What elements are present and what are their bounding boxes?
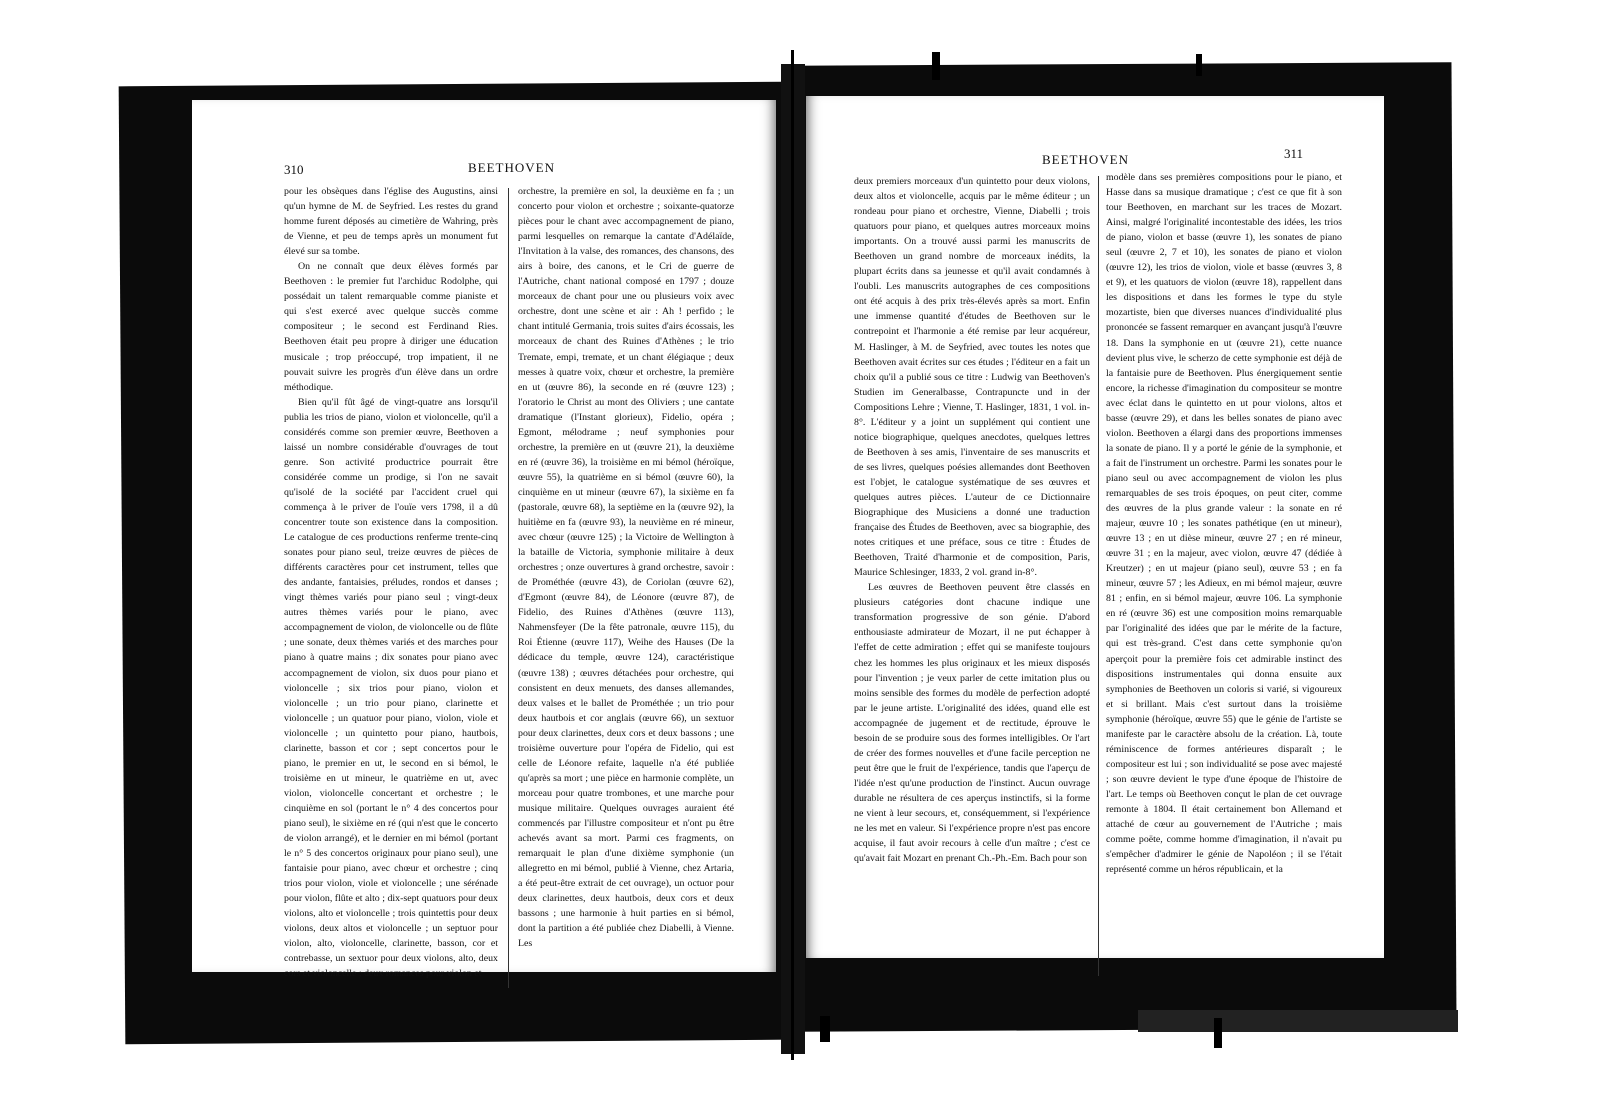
page-number: 310 [284, 162, 304, 177]
scan-mark [932, 52, 940, 80]
paragraph: pour les obsèques dans l'église des Augustins, ainsi qu'un hymne de M. de Seyfried. Les restes du grand homme furent déposés au cimetière de Wahring, près de Vienne, et peu de temps après un monument fut élevé sur sa tombe. [284, 186, 498, 258]
column-divider [1098, 176, 1099, 976]
paragraph: deux premiers morceaux d'un quintetto pour deux violons, deux altos et violoncelle, acquis par le même éditeur ; un rondeau pour piano et orchestre, Vienne, Diabelli ; trois quatuors pour piano, et quelques autres morceaux moins importants. On a trouvé aussi parmi les manuscrits de Beethoven un grand nombre de morceaux inédits, la plupart écrits dans sa jeunesse et qu'il avait condamnés à l'oubli. Les manuscrits autographes de ces compositions ont été acquis à des prix très-élevés après sa mort. Enfin une immense quantité d'études de Beethoven sur le contrepoint et l'harmonie a été remise par leur acquéreur, M. Haslinger, à M. de Seyfried, avec toutes les notes que Beethoven avait écrites sur ces études ; l'éditeur en a fait un choix qu'il a publié sous ce titre : Ludwig van Beethoven's Studien im Generalbasse, Contrapuncte und in der Compositions Lehre ; Vienne, T. Haslinger, 1831, 1 vol. in-8°. L'éditeur y a joint un supplément qui contient une notice biographique, quelques anecdotes, quelques lettres de Beethoven à ses amis, l'inventaire de ses manuscrits et de ses livres, quelques poésies allemandes dont Beethoven est l'objet, le catalogue systématique de ses œuvres et quelques autres pièces. L'auteur de ce Dictionnaire Biographique des Musiciens a donné une traduction française des Études de Beethoven, avec sa biographie, des notes critiques et une préface, sous ce titre : Études de Beethoven, Traité d'harmonie et de composition, Paris, Maurice Schlesinger, 1833, 2 vol. grand in-8°. [854, 176, 1090, 579]
scan-mark [1196, 54, 1202, 76]
running-head: BEETHOVEN [1042, 152, 1129, 167]
running-head: BEETHOVEN [468, 160, 555, 175]
right-page [806, 96, 1384, 958]
scan-mark [820, 1016, 830, 1042]
paragraph: modèle dans ses premières compositions pour le piano, et Hasse dans sa musique dramatique ; c'est ce que fit à son tour Beethoven, en marchant sur les traces de Mozart. Ainsi, malgré l'originalité incontestable des idées, les trios de piano, violon et basse (œuvre 1), les sonates de piano seul (œuvre 2, 7 et 10), les sonates de piano et violon (œuvre 12), les trios de violon, viole et basse (œuvres 3, 8 et 9), et les quatuors de violon (œuvre 18), rappellent dans les dispositions et dans les formes le type du style mozartiste, bien que diverses nuances d'individualité plus prononcée se fassent remarquer en avançant jusqu'à l'œuvre 18. Dans la symphonie en ut (œuvre 21), cette nuance devient plus vive, le scherzo de cette symphonie est déjà de la fantaisie pure de Beethoven. Plus énergiquement sentie encore, la richesse d'imagination du compositeur se montre avec éclat dans le quintetto en ut pour violons, altos et basse (œuvre 29), et dans les belles sonates de piano avec violon. Beethoven a élargi dans des proportions immenses la sonate de piano. Il y a porté le génie de la symphonie, et a fait de l'instrument un orchestre. Parmi les sonates pour le piano seul ou avec accompagnement de violon les plus remarquables de ses trois époques, on peut citer, comme des œuvres de la plus grande valeur : la sonate en ré majeur, œuvre 10 ; les sonates pathétique (en ut mineur), œuvre 13 ; en ut dièse mineur, œuvre 27 ; en ré mineur, œuvre 31 ; en la majeur, avec violon, œuvre 47 (dédiée à Kreutzer) ; en ut majeur (piano seul), œuvre 53 ; en fa mineur, œuvre 57 ; les Adieux, en mi bémol majeur, œuvre 81 ; enfin, en si bémol majeur, œuvre 106. La symphonie en ré (œuvre 36) est une composition moins remarquable par l'originalité des idées que par le mérite de la facture, qui est très-grand. C'est dans cette symphonie qu'on aperçoit pour la première fois cet admirable instinct des dispositions instrumentales qui donna ensuite aux symphonies de Beethoven un coloris si varié, si vigoureux et si brillant. Mais c'est surtout dans la troisième symphonie (héroïque, œuvre 55) que le génie de l'artiste se manifeste par le caractère absolu de la création. Là, toute réminiscence de formes antérieures disparaît ; le compositeur est lui ; son individualité se pose avec majesté ; son œuvre devient le type d'une époque de l'histoire de l'art. Le temps où Beethoven conçut le plan de cet ouvrage remonte à 1804. Il était certainement bon Allemand et attaché de cœur au gouvernement de l'Autriche ; mais comme poëte, comme homme d'imagination, il n'avait pu s'empêcher d'admirer le génie de Napoléon ; il se l'était représenté comme un héros républicain, et la [1106, 172, 1342, 876]
gutter-line [791, 50, 794, 1060]
page-number: 311 [1284, 146, 1304, 161]
scan-mark [1214, 1018, 1222, 1048]
paragraph: Bien qu'il fût âgé de vingt-quatre ans lorsqu'il publia les trios de piano, violon et violoncelle, qu'il a considérés comme son premier œuvre, Beethoven a laissé un nombre considérable d'ouvrages de tout genre. Son activité productrice pourrait être considérée comme un prodige, si l'on ne savait qu'isolé de la société par l'accident cruel qui commença à le priver de l'ouïe vers 1798, il a dû concentrer toute son existence dans la composition. Le catalogue de ces productions renferme trente-cinq sonates pour piano seul, treize œuvres de pièces de différents caractères pour cet instrument, telles que des andante, fantaisies, préludes, rondos et danses ; vingt thèmes variés pour piano seul ; vingt-deux autres thèmes variés pour le piano, avec accompagnement de violon, de violoncelle ou de flûte ; une sonate, deux thèmes variés et des marches pour piano à quatre mains ; dix sonates pour piano avec accompagnement de violon, six duos pour piano et violoncelle ; six trios pour piano, violon et violoncelle ; un trio pour piano, clarinette et violoncelle ; un quatuor pour piano, violon, viole et violoncelle ; un quintetto pour piano, hautbois, clarinette, basson et cor ; sept concertos pour le piano, le premier en ut, le second en si bémol, le troisième en ut mineur, le quatrième en ut, avec violon, violoncelle concertant et orchestre ; le cinquième en sol (portant le n° 4 des concertos pour piano seul), le sixième en ré (qui n'est que le concerto de violon arrangé), et le dernier en mi bémol (portant le n° 5 des concertos originaux pour piano seul), une fantaisie pour piano, avec chœur et orchestre ; cinq trios pour violon, viole et violoncelle ; une sérénade pour violon, flûte et alto ; dix-sept quatuors pour deux violons, alto et violoncelle ; trois quintettis pour deux violons, deux altos et violoncelle ; un septuor pour violon, alto, violoncelle, clarinette, basson, cor et contrebasse, un sextuor pour deux violons, alto, deux cors et violoncelle ; deux romances pour violon et [284, 396, 498, 980]
text-column-1 [854, 174, 1090, 866]
paragraph: orchestre, la première en sol, la deuxième en fa ; un concerto pour violon et orchestre ; soixante-quatorze pièces pour le chant avec accompagnement de piano, parmi lesquelles on remarque la cantate d'Adélaïde, l'Invitation à la valse, des romances, des chansons, des airs à boire, des canons, et le Cri de guerre de l'Autriche, chant national composé en 1797 ; douze morceaux de chant pour une ou plusieurs voix avec orchestre, dont une scène et air : Ah ! perfido ; le chant intitulé Germania, trois suites d'airs écossais, les morceaux de chant des Ruines d'Athènes ; le trio Tremate, empi, tremate, et un chant élégiaque ; deux messes à quatre voix, chœur et orchestre, la première en ut (œuvre 86), la seconde en ré (œuvre 123) ; l'oratorio le Christ au mont des Oliviers ; une cantate dramatique (l'Instant glorieux), Fidelio, opéra ; Egmont, mélodrame ; neuf symphonies pour orchestre, la première en ut (œuvre 21), la deuxième en ré (œuvre 36), la troisième en mi bémol (héroïque, œuvre 55), la quatrième en si bémol (œuvre 60), la cinquième en ut mineur (œuvre 67), la sixième en fa (pastorale, œuvre 68), la septième en la (œuvre 92), la huitième en fa (œuvre 93), la neuvième en ré mineur, avec chœur (œuvre 125) ; la Victoire de Wellington à la bataille de Victoria, symphonie militaire à deux orchestres ; onze ouvertures à grand orchestre, savoir : de Prométhée (œuvre 43), de Coriolan (œuvre 62), d'Egmont (œuvre 84), de Léonore (œuvre 87), de Fidelio, des Ruines d'Athènes (œuvre 113), Nahmensfeyer (De la fête patronale, œuvre 115), du Roi Étienne (œuvre 117), Weihe des Hauses (De la dédicace du temple, œuvre 124), caractéristique (œuvre 138) ; œuvres détachées pour orchestre, qui consistent en deux menuets, des danses allemandes, deux valses et le ballet de Prométhée ; un trio pour deux hautbois et cor anglais (œuvre 66), un sextuor pour deux clarinettes, deux cors et deux bassons ; une troisième ouverture pour l'opéra de Fidelio, qui est celle de Léonore refaite, laquelle n'a été publiée qu'après sa mort ; une pièce en harmonie complète, un morceau pour quatre trombones, et une marche pour musique militaire. Quelques ouvrages auraient été commencés par l'illustre compositeur et n'ont pu être achevés avant sa mort. Parmi ces fragments, on remarquait le plan d'une dixième symphonie (un allegretto en mi bémol, publié à Vienne, chez Artaria, a été peut-être extrait de cet ouvrage), un octuor pour deux clarinettes, deux hautbois, deux cors et deux bassons ; une harmonie à huit parties en si bémol, dont la partition a été publiée chez Diabelli, à Vienne. Les [518, 186, 734, 950]
paragraph: Les œuvres de Beethoven peuvent être classés en plusieurs catégories dont chacune indique une transformation progressive de son génie. D'abord enthousiaste admirateur de Mozart, il ne put échapper à l'effet de cette admiration ; effet qui se manifeste toujours chez les hommes les plus originaux et les mieux disposés pour l'invention ; je veux parler de cette imitation plus ou moins sensible des formes du modèle de perfection adopté par le jeune artiste. L'originalité des idées, quand elle est accompagnée de jugement et de rectitude, éprouve le besoin de se produire sous des formes intelligibles. Or l'art de créer des formes nouvelles et d'une facile perception ne peut être que le fruit de l'expérience, tandis que l'aperçu de l'idée n'est qu'une production de l'instinct. Aucun ouvrage durable ne résultera de ces aperçus instinctifs, si la forme ne vient à leur secours, et, conséquemment, si l'expérience ne les met en valeur. Si l'expérience propre n'est pas encore acquise, il faut avoir recours à celle d'un maître ; c'est ce qu'avait fait Mozart en prenant Ch.-Ph.-Em. Bach pour son [854, 582, 1090, 865]
column-divider [508, 188, 509, 988]
text-column-1 [284, 184, 498, 981]
text-column-2 [518, 184, 734, 951]
left-page [192, 100, 776, 980]
paragraph: On ne connaît que deux élèves formés par Beethoven : le premier fut l'archiduc Rodolphe, qui possédait un talent remarquable comme pianiste et qui s'est exercé avec quelque succès comme compositeur ; le second est Ferdinand Ries. Beethoven était peu propre à diriger une éducation musicale ; trop préoccupé, trop impatient, il ne pouvait suivre les progrès d'un élève dans un ordre méthodique. [284, 261, 498, 393]
text-column-2 [1106, 170, 1342, 877]
scan-blot [1138, 1010, 1458, 1032]
